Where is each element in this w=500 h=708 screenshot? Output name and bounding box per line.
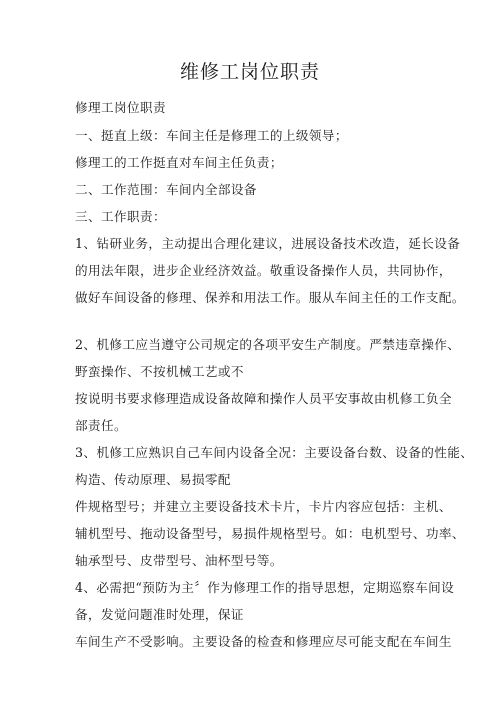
text-line: 一、挺直上级：车间主任是修理工的上级领导； bbox=[75, 128, 348, 143]
text-line: 修理工的工作挺直对车间主任负责； bbox=[75, 155, 283, 170]
text-line: 备，发觉问题准时处理，保证 bbox=[75, 607, 244, 622]
text-line: 1、钻研业务，主动提出合理化建议，进展设备技术改造，延长设备 bbox=[75, 236, 461, 251]
text-line: 修理工岗位职责 bbox=[75, 100, 166, 115]
text-line: 构造、传动原理、易损零配 bbox=[75, 472, 231, 487]
text-line: 4、必需把“预防为主〞作为修理工作的指导思想，定期巡察车间设 bbox=[75, 580, 455, 595]
document-title: 维修工岗位职责 bbox=[179, 61, 320, 83]
text-line: 辅机型号、拖动设备型号，易损件规格型号。如：电机型号、功率、 bbox=[75, 526, 465, 541]
text-line: 部责任。 bbox=[75, 418, 127, 433]
text-line: 三、工作职责： bbox=[75, 209, 166, 224]
text-line: 轴承型号、皮带型号、油杯型号等。 bbox=[75, 553, 283, 568]
text-line: 做好车间设备的修理、保养和用法工作。服从车间主任的工作支配。 bbox=[75, 290, 465, 305]
text-line: 车间生产不受影响。主要设备的检查和修理应尽可能支配在车间生 bbox=[75, 634, 452, 649]
text-line: 的用法年限，进步企业经济效益。敬重设备操作人员，共同协作， bbox=[75, 263, 452, 278]
text-line: 野蛮操作、不按机械工艺或不 bbox=[75, 364, 244, 379]
text-line: 2、机修工应当遵守公司规定的各项平安生产制度。严禁违章操作、 bbox=[75, 337, 461, 352]
text-line: 二、工作范围：车间内全部设备 bbox=[75, 182, 257, 197]
text-line: 件规格型号；并建立主要设备技术卡片，卡片内容应包括：主机、 bbox=[75, 499, 452, 514]
text-line: 按说明书要求修理造成设备故障和操作人员平安事故由机修工负全 bbox=[75, 391, 452, 406]
text-line: 3、机修工应熟识自己车间内设备全况：主要设备台数、设备的性能、 bbox=[75, 445, 474, 460]
